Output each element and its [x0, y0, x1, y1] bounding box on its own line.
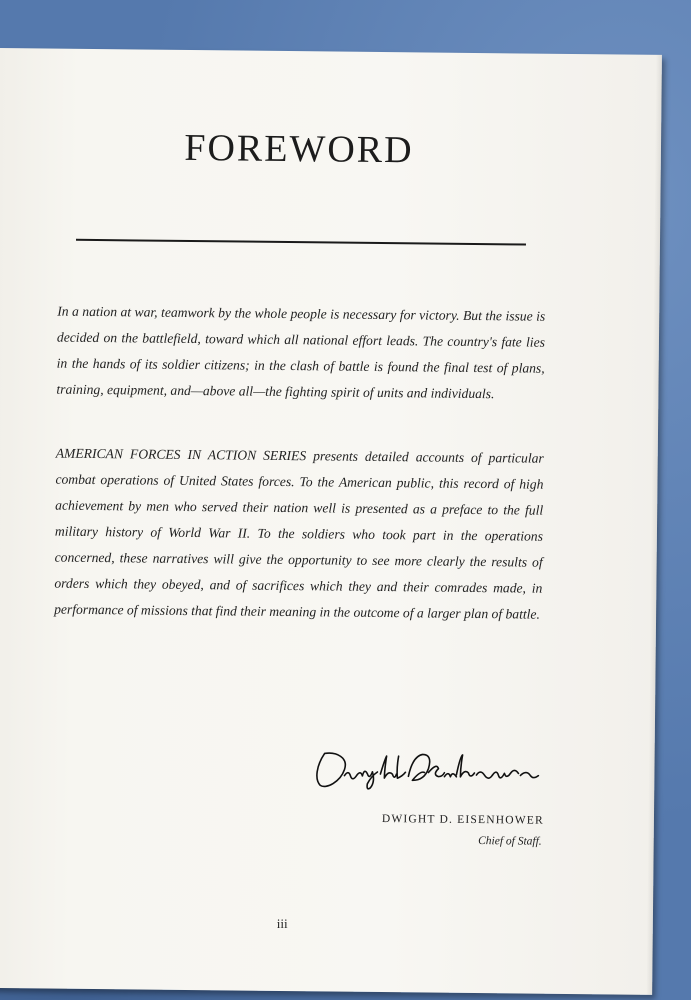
signatory-name: DWIGHT D. EISENHOWER: [381, 813, 545, 827]
book-page: [0, 48, 662, 995]
handwritten-signature: [310, 745, 540, 793]
foreword-paragraph-2: AMERICAN FORCES IN ACTION SERIES presents detailed accounts of particular combat operations of United States forces. To the American public, this record of high achievement by men who served their nation well is presented as a preface to the full military history of World War II. To the soldiers who took part in the operations concerned, these narratives will give the opportunity to see more clearly the results of orders which they obeyed, and of sacrifices which they and their comrades made, in performance of missions that find their meaning in the outcome of a larger plan of battle.: [54, 445, 544, 622]
title-rule-divider: [76, 239, 526, 246]
page-title: FOREWORD: [184, 126, 414, 172]
foreword-paragraph-1: In a nation at war, teamwork by the whole people is necessary for victory. But the issue is decided on the battlefield, toward which all national effort leads. The country's fate lies in the hands of its soldier citizens; in the clash of battle is found the final test of plans, training, equipment, and—above all—the fighting spirit of units and individuals.: [56, 303, 546, 402]
signatory-title: Chief of Staff.: [478, 835, 542, 848]
page-number: iii: [276, 915, 288, 932]
